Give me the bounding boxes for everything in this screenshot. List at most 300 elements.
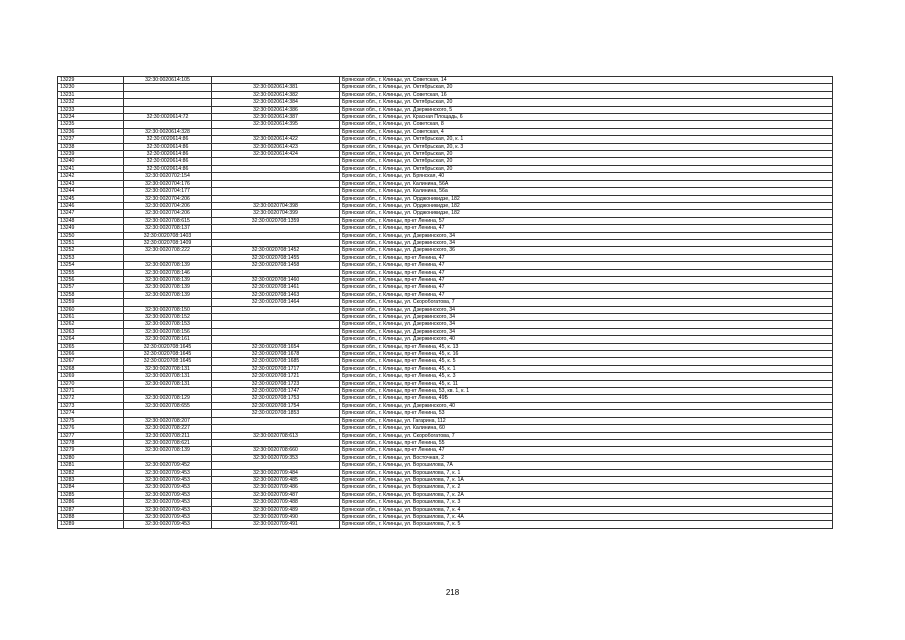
address: Брянская обл., г. Клинцы, ул. Восточная, 2 [340,454,833,461]
row-number: 13247 [58,210,124,217]
parcel-number: 32:30:0020708:1685 [212,358,340,365]
parcel-number: 32:30:0020708:1654 [212,343,340,350]
parcel-number: 32:30:0020708:1747 [212,388,340,395]
row-number: 13275 [58,417,124,424]
parcel-number: 32:30:0020708:1753 [212,395,340,402]
row-number: 13280 [58,454,124,461]
table-row [58,114,833,121]
row-number: 13269 [58,373,124,380]
table-row [58,328,833,335]
table-row [58,299,833,306]
table-row [58,195,833,202]
row-number: 13261 [58,314,124,321]
parcel-number [212,77,340,84]
parcel-number [212,314,340,321]
parcel-number: 32:30:0020708:1463 [212,291,340,298]
cadastral-number: 32:30:0020708:139 [124,447,212,454]
cadastral-number: 32:30:0020709:453 [124,521,212,528]
address: Брянская обл., г. Клинцы, ул. Дзержинского, 34 [340,321,833,328]
address: Брянская обл., г. Клинцы, пр-кт Ленина, 47 [340,254,833,261]
cadastral-number: 32:30:0020708:139 [124,291,212,298]
address: Брянская обл., г. Клинцы, ул. Орджоникидзе, 182 [340,210,833,217]
cadastral-number: 32:30:0020708:139 [124,284,212,291]
address: Брянская обл., г. Клинцы, ул. Октябрьская, 20, к. 1 [340,136,833,143]
address: Брянская обл., г. Клинцы, ул. Советская, 8 [340,121,833,128]
table-row [58,188,833,195]
address: Брянская обл., г. Клинцы, пр-кт Ленина, 45, к. 1 [340,365,833,372]
parcel-number [212,417,340,424]
cadastral-number: 32:30:0020709:453 [124,484,212,491]
cadastral-number: 32:30:0020704:206 [124,210,212,217]
cadastral-number [124,254,212,261]
table-row [58,254,833,261]
table-row [58,447,833,454]
parcel-number [212,336,340,343]
address: Брянская обл., г. Клинцы, пр-кт Ленина, 47 [340,291,833,298]
table-row [58,373,833,380]
cadastral-number [124,99,212,106]
address: Брянская обл., г. Клинцы, пр-кт Ленина, 53 [340,410,833,417]
table-row [58,513,833,520]
row-number: 13238 [58,143,124,150]
cadastral-number: 32:30:0020709:453 [124,513,212,520]
parcel-number [212,306,340,313]
address: Брянская обл., г. Клинцы, ул. Ворошилова, 7, к. 5 [340,521,833,528]
table-row [58,321,833,328]
table-row [58,336,833,343]
parcel-number: 32:30:0020708:613 [212,432,340,439]
table-row [58,84,833,91]
cadastral-number: 32:30:0020708:1409 [124,239,212,246]
cadastral-number: 32:30:0020708:227 [124,425,212,432]
cadastral-number: 32:30:0020704:206 [124,202,212,209]
row-number: 13277 [58,432,124,439]
address: Брянская обл., г. Клинцы, ул. Ворошилова, 7, к. 4 [340,506,833,513]
table-row [58,99,833,106]
row-number: 13276 [58,425,124,432]
parcel-number [212,188,340,195]
table-row [58,121,833,128]
address: Брянская обл., г. Клинцы, пр-кт Ленина, 47 [340,447,833,454]
parcel-number: 32:30:0020709:489 [212,506,340,513]
table-row [58,314,833,321]
row-number: 13230 [58,84,124,91]
table-row [58,232,833,239]
address: Брянская обл., г. Клинцы, пр-кт Ленина, 47 [340,276,833,283]
table-row [58,143,833,150]
parcel-number: 32:30:0020708:1464 [212,299,340,306]
row-number: 13255 [58,269,124,276]
address: Брянская обл., г. Клинцы, ул. Советская, 16 [340,91,833,98]
table-row [58,158,833,165]
cadastral-number: 32:30:0020708:146 [124,269,212,276]
table-row [58,128,833,135]
row-number: 13272 [58,395,124,402]
parcel-number: 32:30:0020614:384 [212,99,340,106]
parcel-number: 32:30:0020614:423 [212,143,340,150]
parcel-number [212,173,340,180]
parcel-number [212,425,340,432]
address: Брянская обл., г. Клинцы, пр-кт Ленина, 45, к. 3 [340,373,833,380]
address: Брянская обл., г. Клинцы, ул. Орджоникидзе, 182 [340,202,833,209]
row-number: 13231 [58,91,124,98]
cadastral-number: 32:30:0020614:328 [124,128,212,135]
parcel-number [212,328,340,335]
cadastral-number: 32:30:0020709:453 [124,476,212,483]
row-number: 13288 [58,513,124,520]
address: Брянская обл., г. Клинцы, ул. Дзержинского, 36 [340,247,833,254]
table-row [58,276,833,283]
table-row [58,521,833,528]
table-row [58,417,833,424]
cadastral-number: 32:30:0020614:86 [124,136,212,143]
address: Брянская обл., г. Клинцы, ул. Ворошилова, 7, к. 1 [340,469,833,476]
row-number: 13246 [58,202,124,209]
parcel-number: 32:30:0020709:485 [212,476,340,483]
address: Брянская обл., г. Клинцы, ул. Ворошилова, 7А [340,462,833,469]
parcel-number: 32:30:0020704:398 [212,202,340,209]
parcel-number: 32:30:0020708:1721 [212,373,340,380]
parcel-number: 32:30:0020614:424 [212,151,340,158]
parcel-number [212,239,340,246]
cadastral-number: 32:30:0020614:105 [124,77,212,84]
address: Брянская обл., г. Клинцы, ул. Гагарина, 112 [340,417,833,424]
table-row [58,136,833,143]
cadastral-number: 32:30:0020708:1645 [124,343,212,350]
cadastral-number: 32:30:0020704:177 [124,188,212,195]
cadastral-number: 32:30:0020708:137 [124,225,212,232]
row-number: 13262 [58,321,124,328]
row-number: 13270 [58,380,124,387]
cadastral-number: 32:30:0020708:131 [124,380,212,387]
row-number: 13234 [58,114,124,121]
address: Брянская обл., г. Клинцы, ул. Дзержинского, 34 [340,328,833,335]
row-number: 13284 [58,484,124,491]
row-number: 13274 [58,410,124,417]
table-row [58,388,833,395]
table-row [58,343,833,350]
parcel-number: 32:30:0020708:1460 [212,276,340,283]
address: Брянская обл., г. Клинцы, ул. Калинина, 56а [340,188,833,195]
address: Брянская обл., г. Клинцы, ул. Дзержинского, 34 [340,306,833,313]
cadastral-number: 32:30:0020708:156 [124,328,212,335]
table-row [58,439,833,446]
cadastral-number: 32:30:0020704:206 [124,195,212,202]
cadastral-number: 32:30:0020708:129 [124,395,212,402]
registry-table-body [58,77,833,529]
cadastral-number: 32:30:0020614:86 [124,151,212,158]
row-number: 13236 [58,128,124,135]
row-number: 13232 [58,99,124,106]
table-row [58,351,833,358]
address: Брянская обл., г. Клинцы, ул. Октябрьская, 20 [340,158,833,165]
parcel-number: 32:30:0020614:395 [212,121,340,128]
cadastral-number: 32:30:0020708:621 [124,439,212,446]
row-number: 13271 [58,388,124,395]
parcel-number: 32:30:0020708:1853 [212,410,340,417]
parcel-number: 32:30:0020709:491 [212,521,340,528]
address: Брянская обл., г. Клинцы, пр-кт Ленина, 45, к. 16 [340,351,833,358]
cadastral-number: 32:30:0020708:207 [124,417,212,424]
row-number: 13283 [58,476,124,483]
table-row [58,425,833,432]
parcel-number: 32:30:0020614:382 [212,91,340,98]
address: Брянская обл., г. Клинцы, ул. Скоробогатова, 7 [340,299,833,306]
address: Брянская обл., г. Клинцы, пр-кт Ленина, 47 [340,262,833,269]
row-number: 13264 [58,336,124,343]
row-number: 13263 [58,328,124,335]
parcel-number: 32:30:0020708:1754 [212,402,340,409]
parcel-number [212,128,340,135]
row-number: 13242 [58,173,124,180]
table-row [58,491,833,498]
parcel-number: 32:30:0020614:381 [212,84,340,91]
table-row [58,225,833,232]
address: Брянская обл., г. Клинцы, ул. Октябрьская, 20 [340,165,833,172]
parcel-number [212,180,340,187]
address: Брянская обл., г. Клинцы, ул. Дзержинского, 34 [340,239,833,246]
cadastral-number [124,91,212,98]
address: Брянская обл., г. Клинцы, пр-кт Ленина, 45, к. 11 [340,380,833,387]
row-number: 13251 [58,239,124,246]
table-row [58,165,833,172]
cadastral-number: 32:30:0020709:452 [124,462,212,469]
parcel-number [212,269,340,276]
cadastral-number: 32:30:0020704:176 [124,180,212,187]
row-number: 13256 [58,276,124,283]
cadastral-number: 32:30:0020614:86 [124,165,212,172]
row-number: 13240 [58,158,124,165]
cadastral-number: 32:30:0020709:453 [124,469,212,476]
table-row [58,469,833,476]
table-row [58,306,833,313]
address: Брянская обл., г. Клинцы, ул. Дзержинского, 40 [340,336,833,343]
parcel-number: 32:30:0020614:387 [212,114,340,121]
row-number: 13260 [58,306,124,313]
table-row [58,77,833,84]
parcel-number: 32:30:0020709:488 [212,499,340,506]
table-row [58,402,833,409]
address: Брянская обл., г. Клинцы, ул. Дзержинского, 5 [340,106,833,113]
address: Брянская обл., г. Клинцы, ул. Дзержинского, 40 [340,402,833,409]
table-row [58,291,833,298]
cadastral-number: 32:30:0020708:161 [124,336,212,343]
table-row [58,180,833,187]
table-row [58,506,833,513]
cadastral-number: 32:30:0020709:453 [124,491,212,498]
address: Брянская обл., г. Клинцы, ул. Октябрьская, 20 [340,99,833,106]
table-row [58,217,833,224]
cadastral-number: 32:30:0020709:453 [124,506,212,513]
address: Брянская обл., г. Клинцы, ул. Ворошилова, 7, к. 2 [340,484,833,491]
address: Брянская обл., г. Клинцы, пр-кт Ленина, 47 [340,269,833,276]
address: Брянская обл., г. Клинцы, пр-кт Ленина, 55 [340,439,833,446]
address: Брянская обл., г. Клинцы, ул. Орджоникидзе, 182 [340,195,833,202]
address: Брянская обл., г. Клинцы, ул. Ворошилова, 7, к. 2А [340,491,833,498]
parcel-number: 32:30:0020708:1455 [212,254,340,261]
table-row [58,239,833,246]
parcel-number: 32:30:0020709:487 [212,491,340,498]
row-number: 13278 [58,439,124,446]
cadastral-number [124,121,212,128]
table-row [58,151,833,158]
address: Брянская обл., г. Клинцы, пр-кт Ленина, 53, кв. 1, к. 1 [340,388,833,395]
cadastral-number: 32:30:0020708:152 [124,314,212,321]
row-number: 13244 [58,188,124,195]
cadastral-number [124,410,212,417]
parcel-number [212,439,340,446]
table-row [58,284,833,291]
cadastral-number: 32:30:0020702:154 [124,173,212,180]
table-row [58,395,833,402]
parcel-number [212,195,340,202]
address: Брянская обл., г. Клинцы, ул. Ворошилова, 7, к. 1А [340,476,833,483]
row-number: 13243 [58,180,124,187]
table-row [58,358,833,365]
table-row [58,380,833,387]
page-number: 218 [445,588,460,597]
parcel-number [212,225,340,232]
parcel-number: 32:30:0020708:1723 [212,380,340,387]
address: Брянская обл., г. Клинцы, пр-кт Ленина, 49Б [340,395,833,402]
row-number: 13254 [58,262,124,269]
address: Брянская обл., г. Клинцы, ул. Октябрьская, 20 [340,84,833,91]
cadastral-number: 32:30:0020708:222 [124,247,212,254]
parcel-number: 32:30:0020614:422 [212,136,340,143]
registry-table [57,76,833,529]
cadastral-number: 32:30:0020708:1645 [124,351,212,358]
table-row [58,91,833,98]
table-row [58,247,833,254]
table-row [58,365,833,372]
address: Брянская обл., г. Клинцы, пр-кт Ленина, 57 [340,217,833,224]
row-number: 13268 [58,365,124,372]
address: Брянская обл., г. Клинцы, ул. Красная Площадь, 6 [340,114,833,121]
parcel-number: 32:30:0020708:1717 [212,365,340,372]
parcel-number: 32:30:0020709:486 [212,484,340,491]
cadastral-number: 32:30:0020708:211 [124,432,212,439]
parcel-number: 32:30:0020708:660 [212,447,340,454]
parcel-number: 32:30:0020708:1461 [212,284,340,291]
table-row [58,462,833,469]
cadastral-number: 32:30:0020708:1403 [124,232,212,239]
row-number: 13267 [58,358,124,365]
address: Брянская обл., г. Клинцы, пр-кт Ленина, 45, к. 5 [340,358,833,365]
parcel-number: 32:30:0020709:484 [212,469,340,476]
cadastral-number: 32:30:0020708:131 [124,373,212,380]
parcel-number [212,462,340,469]
address: Брянская обл., г. Клинцы, ул. Брянская, 40 [340,173,833,180]
row-number: 13265 [58,343,124,350]
parcel-number: 32:30:0020614:386 [212,106,340,113]
address: Брянская обл., г. Клинцы, ул. Скоробогатова, 7 [340,432,833,439]
cadastral-number [124,106,212,113]
row-number: 13237 [58,136,124,143]
table-row [58,476,833,483]
cadastral-number: 32:30:0020614:86 [124,143,212,150]
address: Брянская обл., г. Клинцы, пр-кт Ленина, 47 [340,284,833,291]
cadastral-number: 32:30:0020614:86 [124,158,212,165]
table-row [58,202,833,209]
parcel-number: 32:30:0020709:353 [212,454,340,461]
row-number: 13273 [58,402,124,409]
parcel-number [212,165,340,172]
cadastral-number: 32:30:0020708:655 [124,402,212,409]
address: Брянская обл., г. Клинцы, ул. Октябрьская, 20 [340,151,833,158]
address: Брянская обл., г. Клинцы, ул. Калинина, 60 [340,425,833,432]
table-row [58,106,833,113]
table-row [58,432,833,439]
row-number: 13229 [58,77,124,84]
parcel-number: 32:30:0020704:399 [212,210,340,217]
row-number: 13285 [58,491,124,498]
address: Брянская обл., г. Клинцы, ул. Ворошилова, 7, к. 3 [340,499,833,506]
parcel-number: 32:30:0020709:490 [212,513,340,520]
cadastral-number [124,388,212,395]
table-row [58,454,833,461]
row-number: 13252 [58,247,124,254]
cadastral-number [124,84,212,91]
row-number: 13239 [58,151,124,158]
address: Брянская обл., г. Клинцы, ул. Советская, 14 [340,77,833,84]
row-number: 13241 [58,165,124,172]
row-number: 13235 [58,121,124,128]
row-number: 13279 [58,447,124,454]
row-number: 13258 [58,291,124,298]
row-number: 13266 [58,351,124,358]
row-number: 13245 [58,195,124,202]
cadastral-number: 32:30:0020708:139 [124,276,212,283]
row-number: 13250 [58,232,124,239]
cadastral-number [124,454,212,461]
table-row [58,173,833,180]
address: Брянская обл., г. Клинцы, пр-кт Ленина, 45, к. 13 [340,343,833,350]
cadastral-number [124,299,212,306]
cadastral-number: 32:30:0020708:131 [124,365,212,372]
parcel-number [212,232,340,239]
address: Брянская обл., г. Клинцы, пр-кт Ленина, 47 [340,225,833,232]
address: Брянская обл., г. Клинцы, ул. Советская, 4 [340,128,833,135]
cadastral-number: 32:30:0020614:72 [124,114,212,121]
table-row [58,410,833,417]
row-number: 13257 [58,284,124,291]
cadastral-number: 32:30:0020708:615 [124,217,212,224]
row-number: 13259 [58,299,124,306]
row-number: 13248 [58,217,124,224]
cadastral-number: 32:30:0020708:1645 [124,358,212,365]
table-row [58,210,833,217]
table-row [58,499,833,506]
cadastral-number: 32:30:0020709:453 [124,499,212,506]
row-number: 13253 [58,254,124,261]
cadastral-number: 32:30:0020708:150 [124,306,212,313]
table-row [58,269,833,276]
parcel-number [212,158,340,165]
row-number: 13233 [58,106,124,113]
parcel-number: 32:30:0020708:1678 [212,351,340,358]
table-row [58,484,833,491]
cadastral-number: 32:30:0020708:153 [124,321,212,328]
parcel-number: 32:30:0020708:1452 [212,247,340,254]
table-row [58,262,833,269]
parcel-number [212,321,340,328]
row-number: 13249 [58,225,124,232]
row-number: 13281 [58,462,124,469]
address: Брянская обл., г. Клинцы, ул. Калинина, 56А [340,180,833,187]
row-number: 13289 [58,521,124,528]
parcel-number: 32:30:0020708:1458 [212,262,340,269]
cadastral-number: 32:30:0020708:139 [124,262,212,269]
